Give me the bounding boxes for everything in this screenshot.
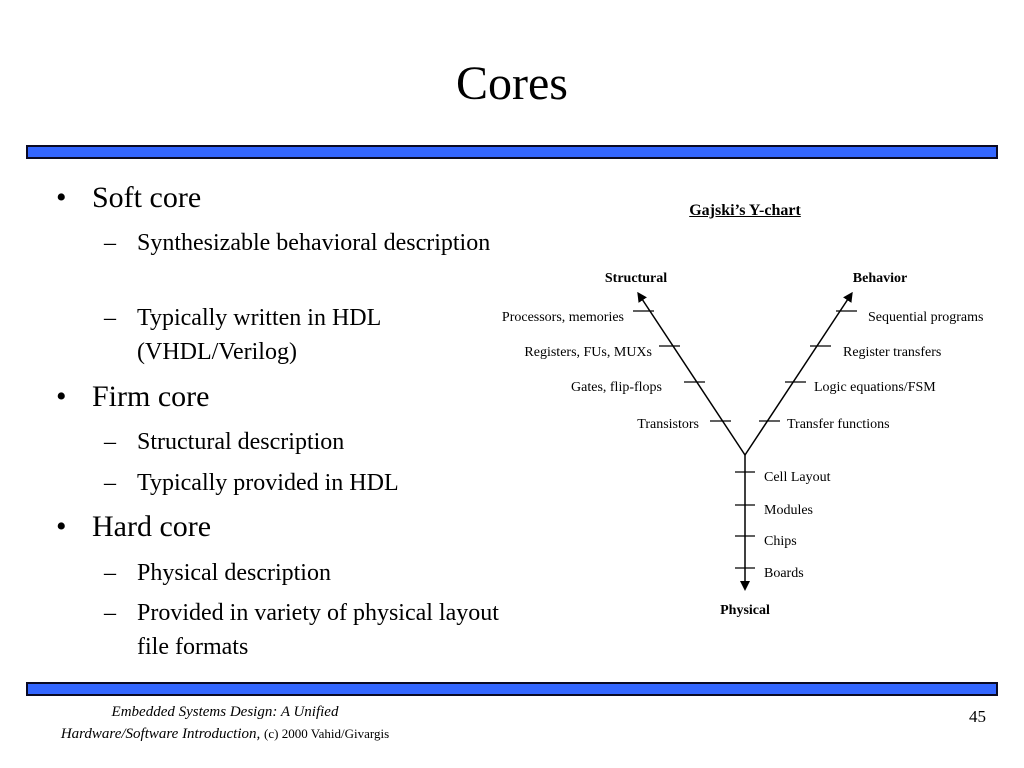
structural-level-label: Transistors	[637, 417, 699, 432]
behavior-level-label: Register transfers	[843, 345, 942, 360]
sub-bullet-text: Typically written in HDL (VHDL/Verilog)	[137, 305, 381, 365]
sub-bullet-dash: –	[104, 470, 116, 496]
bullet-dot: •	[56, 510, 67, 543]
sub-bullet-text: Synthesizable behavioral description	[137, 230, 491, 256]
structural-level-label: Gates, flip-flops	[571, 380, 662, 395]
bullet-text: Firm core	[92, 380, 210, 413]
bullet-text: Hard core	[92, 510, 212, 543]
footer-book-title-line1: Embedded Systems Design: A Unified	[111, 704, 339, 720]
sub-bullet-dash: –	[104, 429, 116, 455]
bullet-dot: •	[56, 181, 67, 214]
sub-bullet-dash: –	[104, 560, 116, 586]
structural-level-label: Registers, FUs, MUXs	[524, 345, 652, 360]
physical-axis-label: Physical	[720, 603, 770, 618]
footer-copyright: (c) 2000 Vahid/Givargis	[264, 726, 390, 741]
behavior-level-label: Transfer functions	[787, 417, 890, 432]
page-number: 45	[969, 707, 986, 726]
sub-bullet-dash: –	[104, 600, 116, 626]
slide-title: Cores	[456, 57, 568, 110]
bottom-divider	[26, 682, 998, 696]
sub-bullet-dash: –	[104, 230, 116, 256]
sub-bullet-text: Structural description	[137, 429, 345, 455]
behavior-level-label: Sequential programs	[868, 310, 984, 325]
structural-level-label: Processors, memories	[501, 310, 624, 325]
behavior-axis-label: Behavior	[852, 271, 908, 286]
bullet-text: Soft core	[92, 181, 202, 214]
sub-bullet-text: Provided in variety of physical layout file formats	[137, 600, 499, 660]
physical-level-label: Modules	[764, 503, 813, 518]
physical-level-label: Chips	[764, 534, 797, 549]
sub-bullet-dash: –	[104, 305, 116, 331]
bullet-dot: •	[56, 380, 67, 413]
behavior-level-label: Logic equations/FSM	[814, 380, 936, 395]
footer-book-title-line2: Hardware/Software Introduction,	[60, 726, 261, 742]
footer-citation	[20, 702, 430, 745]
ychart-title: Gajski’s Y-chart	[689, 202, 801, 219]
sub-bullet-text: Physical description	[137, 560, 331, 586]
physical-level-label: Cell Layout	[764, 470, 831, 485]
physical-level-label: Boards	[764, 566, 804, 581]
sub-bullet-text: Typically provided in HDL	[137, 470, 399, 496]
structural-axis-label: Structural	[604, 271, 668, 286]
